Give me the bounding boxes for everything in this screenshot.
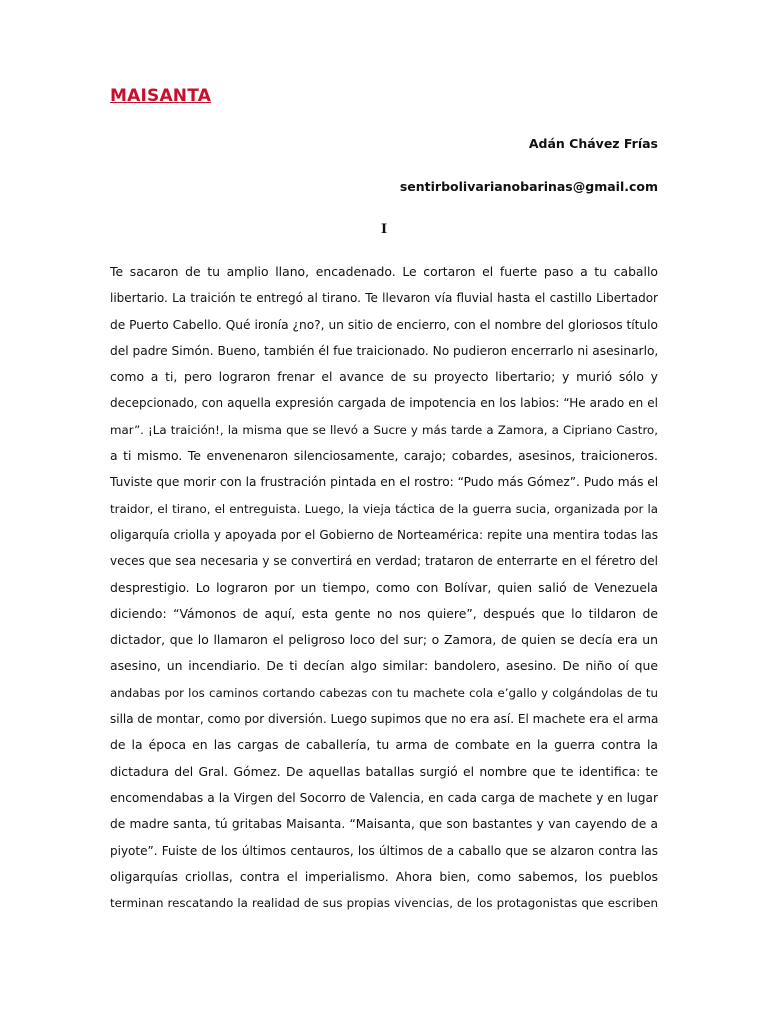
text-line: a ti mismo. Te envenenaron silenciosamente, carajo; cobardes, asesinos, traicioneros. xyxy=(110,448,658,464)
text-line: decepcionado, con aquella expresión cargada de impotencia en los labios: “He arado en el xyxy=(110,396,658,411)
text-line: desprestigio. Lo lograron por un tiempo, como con Bolívar, quien salió de Venezuela xyxy=(110,579,658,595)
document-title: MAISANTA xyxy=(110,86,212,106)
text-line: como a ti, pero lograron frenar el avance de su proyecto libertario; y murió sólo y xyxy=(110,369,658,385)
text-line: de la época en las cargas de caballería, tu arma de combate en la guerra contra la xyxy=(110,737,658,753)
text-line: traidor, el tirano, el entreguista. Luego, la vieja táctica de la guerra sucia, organizada por la xyxy=(110,501,658,516)
text-line: de Puerto Cabello. Qué ironía ¿no?, un sitio de encierro, con el nombre del gloriosos título xyxy=(110,317,658,332)
text-line: asesino, un incendiario. De ti decían algo similar: bandolero, asesino. De niño oí que xyxy=(110,658,658,674)
text-line: encomendabas a la Virgen del Socorro de Valencia, en cada carga de machete y en lugar xyxy=(110,790,658,805)
text-line: diciendo: “Vámonos de aquí, esta gente no nos quiere”, después que lo tildaron de xyxy=(110,605,658,621)
text-line: libertario. La traición te entregó al tirano. Te llevaron vía fluvial hasta el castillo Libertador xyxy=(110,291,658,306)
text-line: terminan rescatando la realidad de sus propias vivencias, de los protagonistas que escriben xyxy=(110,896,658,911)
author-email: sentirbolivarianobarinas@gmail.com xyxy=(399,179,658,194)
text-line: del padre Simón. Bueno, también él fue traicionado. No pudieron encerrarlo ni asesinarlo, xyxy=(110,343,659,358)
text-line: silla de montar, como por diversión. Luego supimos que no era así. El machete era el arma xyxy=(110,712,659,727)
text-line: Te sacaron de tu amplio llano, encadenado. Le cortaron el fuerte paso a tu caballo xyxy=(110,264,658,279)
text-line: mar”. ¡La traición!, la misma que se llevó a Sucre y más tarde a Zamora, a Cipriano Castro, xyxy=(110,422,658,437)
section-heading: I xyxy=(380,222,388,237)
text-line: veces que sea necesaria y se convertirá en verdad; trataron de enterrarte en el féretro del xyxy=(110,554,658,569)
text-line: dictador, que lo llamaron el peligroso loco del sur; o Zamora, de quien se decía era un xyxy=(110,632,658,648)
author-name: Adán Chávez Frías xyxy=(528,136,658,151)
text-line: Tuviste que morir con la frustración pintada en el rostro: “Pudo más Gómez”. Pudo más el xyxy=(110,475,659,490)
text-line: dictadura del Gral. Gómez. De aquellas batallas surgió el nombre que te identifica: te xyxy=(110,763,658,779)
body-paragraph xyxy=(110,259,658,916)
text-line: piyote”. Fuiste de los últimos centauros, los últimos de a caballo que se alzaron contra las xyxy=(110,843,658,858)
text-line: oligarquía criolla y apoyada por el Gobierno de Norteamérica: repite una mentira todas las xyxy=(110,527,658,542)
text-line: andabas por los caminos cortando cabezas con tu machete cola e’gallo y colgándolas de tu xyxy=(110,685,658,700)
text-line: de madre santa, tú gritabas Maisanta. “Maisanta, que son bastantes y van cayendo de a xyxy=(110,817,658,832)
text-line: oligarquías criollas, contra el imperialismo. Ahora bien, como sabemos, los pueblos xyxy=(110,868,658,884)
